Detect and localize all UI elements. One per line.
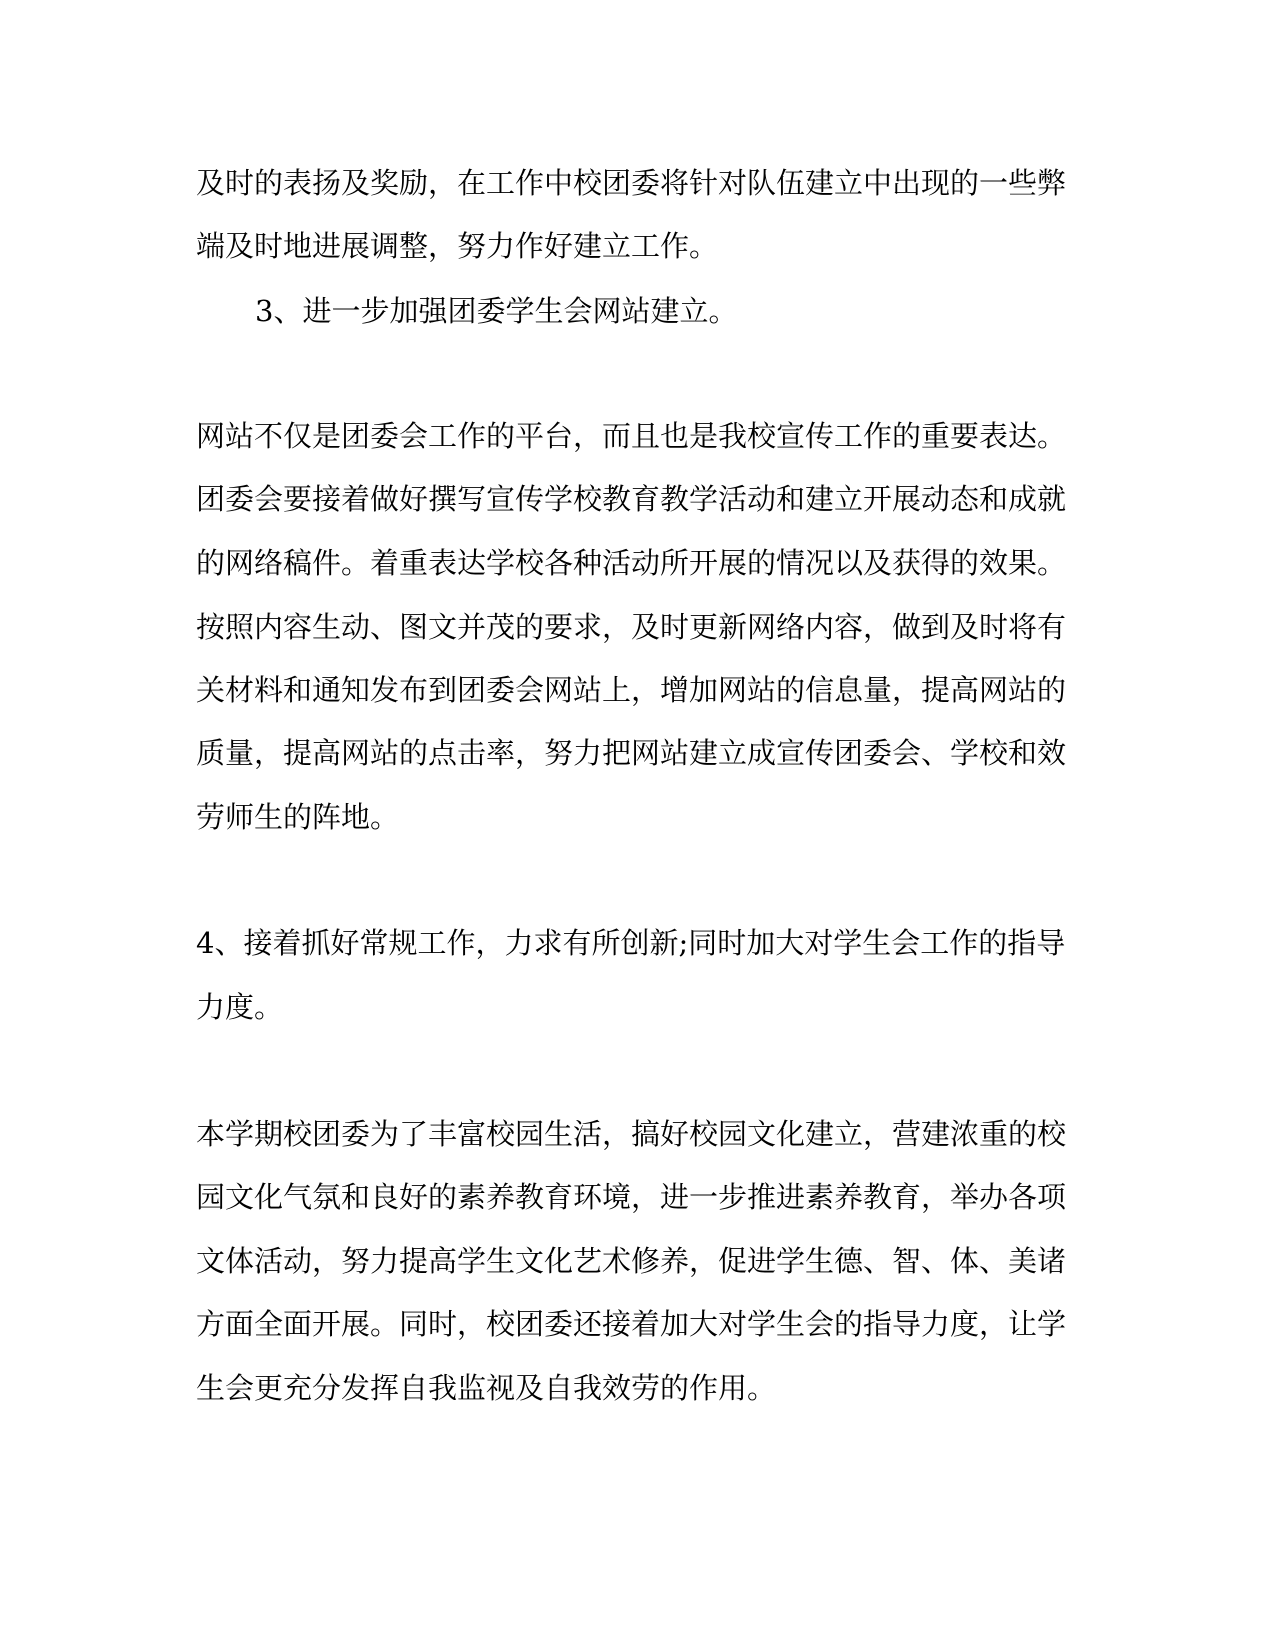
body-text-line: 方面全面开展。同时，校团委还接着加大对学生会的指导力度，让学: [196, 1307, 1067, 1341]
body-text-line: 本学期校团委为了丰富校园生活，搞好校园文化建立，营建浓重的校: [196, 1117, 1067, 1151]
body-text-line: 生会更充分发挥自我监视及自我效劳的作用。: [196, 1371, 777, 1405]
body-text-line: 的网络稿件。着重表达学校各种活动所开展的情况以及获得的效果。: [196, 546, 1067, 580]
body-text-line: 按照内容生动、图文并茂的要求，及时更新网络内容，做到及时将有: [196, 610, 1067, 644]
body-text-line: 关材料和通知发布到团委会网站上，增加网站的信息量，提高网站的: [196, 673, 1067, 707]
section-heading-4: 4、接着抓好常规工作，力求有所创新;同时加大对学生会工作的指导: [196, 926, 1066, 960]
section-heading-3: 3、进一步加强团委学生会网站建立。: [255, 294, 738, 328]
body-text-line: 及时的表扬及奖励，在工作中校团委将针对队伍建立中出现的一些弊: [196, 166, 1067, 200]
body-text-line: 质量，提高网站的点击率，努力把网站建立成宣传团委会、学校和效: [196, 736, 1067, 770]
body-text-line: 团委会要接着做好撰写宣传学校教育教学活动和建立开展动态和成就: [196, 482, 1067, 516]
body-text-line: 文体活动，努力提高学生文化艺术修养，促进学生德、智、体、美诸: [196, 1244, 1067, 1278]
section-heading-4-continued: 力度。: [196, 990, 284, 1024]
body-text-line: 端及时地进展调整，努力作好建立工作。: [196, 229, 719, 263]
body-text-line: 园文化气氛和良好的素养教育环境，进一步推进素养教育，举办各项: [196, 1180, 1067, 1214]
body-text-line: 劳师生的阵地。: [196, 800, 400, 834]
body-text-line: 网站不仅是团委会工作的平台，而且也是我校宣传工作的重要表达。: [196, 419, 1067, 453]
